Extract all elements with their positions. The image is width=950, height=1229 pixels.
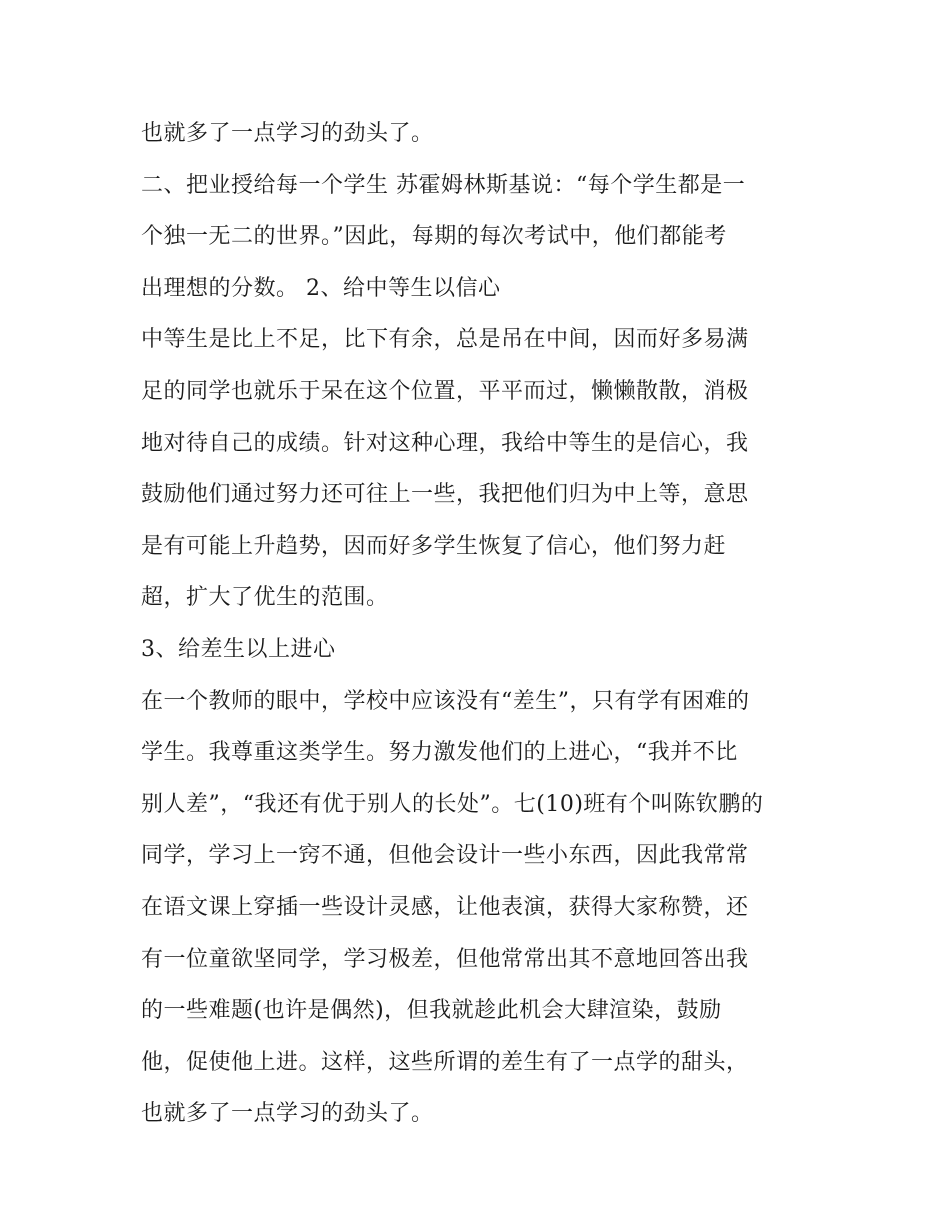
text-line: 足的同学也就乐于呆在这个位置，平平而过，懒懒散散，消极	[141, 378, 749, 404]
text-line: 鼓励他们通过努力还可往上一些，我把他们归为中上等，意思	[141, 482, 749, 508]
text-line: 在语文课上穿插一些设计灵感，让他表演，获得大家称赞，还	[141, 894, 749, 920]
text-line: 别人差”，“我还有优于别人的长处”。七(10)班有个叫陈钦鹏的	[141, 791, 764, 817]
text-line: 超，扩大了优生的范围。	[141, 585, 389, 611]
text-line: 是有可能上升趋势，因而好多学生恢复了信心，他们努力赶	[141, 533, 727, 559]
text-line: 也就多了一点学习的劲头了。	[141, 121, 434, 146]
text-line: 出理想的分数。 2、给中等生以信心	[141, 275, 501, 301]
text-line: 同学，学习上一窍不通，但他会设计一些小东西，因此我常常	[141, 843, 749, 869]
text-line: 有一位童欲坚同学，学习极差，但他常常出其不意地回答出我	[141, 946, 749, 972]
text-line: 也就多了一点学习的劲头了。	[141, 1101, 434, 1127]
document-body	[141, 108, 821, 1140]
text-line: 他，促使他上进。这样，这些所谓的差生有了一点学的甜头，	[141, 1049, 749, 1075]
text-line: 在一个教师的眼中，学校中应该没有“差生”，只有学有困难的	[141, 688, 750, 714]
text-line: 二、把业授给每一个学生 苏霍姆林斯基说：“每个学生都是一	[141, 172, 746, 198]
text-line: 3、给差生以上进心	[141, 636, 336, 662]
text-line: 的一些难题(也许是偶然)，但我就趁此机会大肆渲染，鼓励	[141, 998, 722, 1024]
text-line: 个独一无二的世界。”因此，每期的每次考试中，他们都能考	[141, 224, 727, 250]
text-line: 中等生是比上不足，比下有余，总是吊在中间，因而好多易满	[141, 327, 749, 353]
text-line: 地对待自己的成绩。针对这种心理，我给中等生的是信心，我	[141, 430, 749, 456]
text-line: 学生。我尊重这类学生。努力激发他们的上进心，“我并不比	[141, 740, 738, 766]
